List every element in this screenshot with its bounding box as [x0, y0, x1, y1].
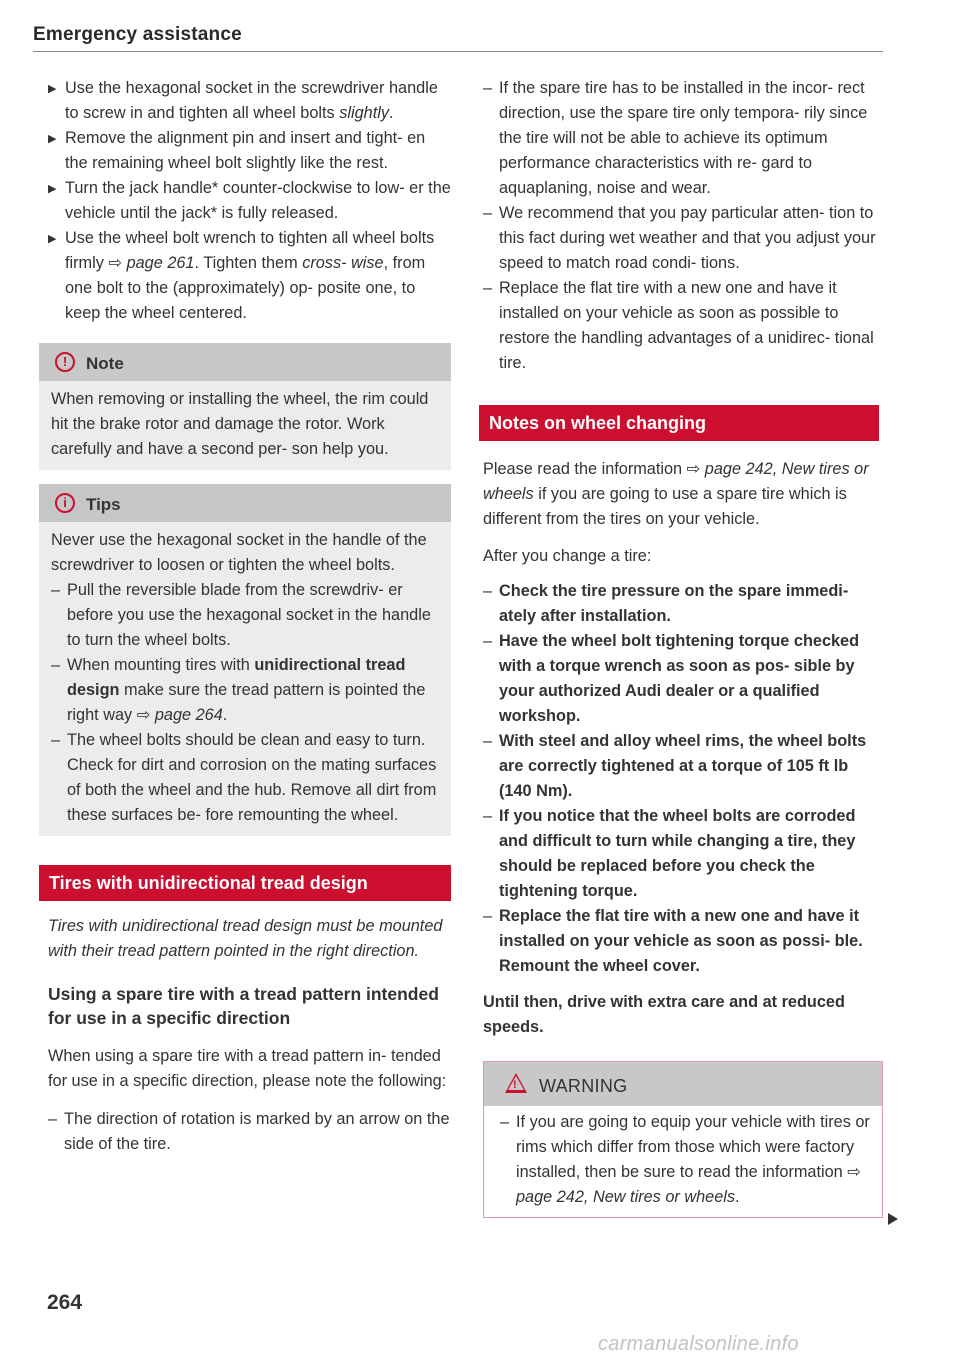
section-header: Emergency assistance: [33, 24, 242, 45]
dash-bullet: –: [483, 632, 493, 650]
tips-intro: Never use the hexagonal socket in the handle of the screwdriver to loosen or tighten the wheel bolts.: [51, 531, 427, 574]
triangle-bullet-icon: ▶: [48, 133, 57, 145]
warning-exclamation: !: [513, 1079, 517, 1091]
tips-item: [51, 653, 439, 728]
text-run: If you notice that the wheel bolts are corroded and difficult to turn while changing a tire, they should be replaced before you check the tightening torque.: [499, 807, 856, 900]
warning-box: [483, 1061, 883, 1218]
until-then-text: Until then, drive with extra care and at reduced speeds.: [483, 993, 845, 1036]
text-run: make sure the tread pattern is pointed the right way: [67, 681, 426, 724]
text-run: Remove the alignment pin and insert and tight- en the remaining wheel bolt slightly like the rest.: [65, 129, 426, 172]
text-run: Have the wheel bolt tightening torque checked with a torque wrench as soon as pos- sible by your authorized Audi dealer or a qualified workshop.: [499, 632, 860, 725]
text-run: The wheel bolts should be clean and easy to turn. Check for dirt and corrosion on the mating surfaces of both the wheel and the hub. Remove all dirt from these surfaces be- fore remounting the wheel.: [67, 731, 437, 824]
checklist-item: [483, 579, 885, 629]
text-run: Use the hexagonal socket in the screwdriver handle to screw in and tighten all wheel bolts: [65, 79, 438, 122]
text-run: With steel and alloy wheel rims, the wheel bolts are correctly tightened at a torque of 105 ft lb (140 Nm).: [499, 732, 867, 800]
text-run: If the spare tire has to be installed in the incor- rect direction, use the spare tire only tempora- rily since the tire will not be able to achieve its optimum performance characteristics with re- gard to aquaplaning, noise and wear.: [499, 79, 868, 197]
after-change-text: After you change a tire:: [483, 547, 652, 565]
tips-header: [39, 484, 451, 522]
text-run: if you are going to use a spare tire which is different from the tires on your vehicle.: [483, 485, 847, 528]
dash-bullet: –: [483, 582, 493, 600]
tips-body: [39, 522, 451, 836]
checklist-item: [483, 904, 885, 979]
triangle-bullet-icon: ▶: [48, 183, 57, 195]
step-item: [48, 176, 452, 226]
spare-intro: When using a spare tire with a tread pattern in- tended for use in a specific direction, please note the following:: [48, 1047, 447, 1090]
dash-bullet: –: [483, 79, 493, 97]
text-run: ⇨ page 264: [136, 706, 223, 724]
dash-bullet: –: [483, 732, 493, 750]
triangle-bullet-icon: ▶: [48, 233, 57, 245]
dash-bullet: –: [483, 907, 493, 925]
right-column: [483, 76, 885, 1218]
text-run: .: [389, 104, 394, 122]
tips-item: [51, 578, 439, 653]
spare-item: [483, 76, 885, 201]
step-item: [48, 126, 452, 176]
text-run: .: [222, 706, 228, 724]
warning-item: [500, 1110, 870, 1210]
dash-bullet: –: [483, 204, 493, 222]
spare-item: [483, 276, 885, 376]
note-body: [39, 381, 451, 470]
text-run: slightly: [339, 104, 390, 122]
warning-body: [484, 1106, 882, 1217]
header-divider: [33, 51, 883, 52]
text-run: . Tighten them: [194, 254, 303, 272]
spare-item: [483, 201, 885, 276]
text-run: Please read the information: [483, 460, 687, 478]
checklist-item: [483, 729, 885, 804]
notes-heading: Notes on wheel changing: [479, 405, 879, 441]
note-header: [39, 343, 451, 381]
dash-bullet: –: [500, 1113, 510, 1131]
step-item: [48, 76, 452, 126]
watermark: carmanualsonline.info: [598, 1333, 799, 1355]
step-list: [48, 76, 452, 326]
dash-bullet: –: [48, 1110, 58, 1128]
text-run: When mounting tires with: [67, 656, 255, 674]
dash-bullet: –: [483, 807, 493, 825]
text-run: The direction of rotation is marked by an arrow on the side of the tire.: [64, 1110, 450, 1153]
dash-bullet: –: [51, 656, 61, 674]
text-run: Use the wheel bolt wrench to tighten all wheel bolts firmly: [65, 229, 435, 272]
tips-box: [39, 484, 451, 836]
dash-bullet: –: [483, 279, 493, 297]
page-number: 264: [47, 1291, 83, 1314]
text-run: ⇨ page 242, New tires or wheels: [516, 1163, 861, 1206]
text-run: ⇨ page 261: [108, 254, 195, 272]
spare-list-continued: [483, 76, 885, 376]
tips-item: [51, 728, 439, 828]
tips-list: [51, 578, 439, 828]
warning-title: WARNING: [539, 1076, 628, 1096]
continue-arrow-icon: [888, 1213, 898, 1225]
note-box: [39, 343, 451, 470]
tires-heading: Tires with unidirectional tread design: [39, 865, 451, 901]
text-run: Replace the flat tire with a new one and have it installed on your vehicle as soon as possible to restore the handling advantages of a unidirec- tional tire.: [499, 279, 874, 372]
step-item: [48, 226, 452, 326]
warning-header: [484, 1062, 882, 1106]
text-run: unidirectional tread design: [67, 656, 406, 699]
tips-title: Tips: [86, 495, 121, 514]
checklist-item: [483, 629, 885, 729]
tires-intro: Tires with unidirectional tread design must be mounted with their tread pattern pointed in the right direction.: [48, 917, 443, 960]
notes-intro: [483, 457, 885, 532]
spare-item: [48, 1107, 452, 1157]
checklist-item: [483, 804, 885, 904]
spare-heading: Using a spare tire with a tread pattern intended for use in a specific direction: [48, 984, 439, 1028]
text-run: Check the tire pressure on the spare immedi- ately after installation.: [499, 582, 849, 625]
checklist: [483, 579, 885, 979]
text-run: Replace the flat tire with a new one and have it installed on your vehicle as soon as possi- ble. Remount the wheel cover.: [499, 907, 863, 975]
text-run: ⇨ page 242, New tires or wheels: [483, 460, 869, 503]
exclamation-circle-icon: !: [55, 352, 75, 372]
dash-bullet: –: [51, 731, 61, 749]
info-circle-icon: i: [55, 493, 75, 513]
spare-list: [48, 1107, 452, 1157]
note-text: When removing or installing the wheel, the rim could hit the brake rotor and damage the rotor. Work carefully and have a second per- son help you.: [51, 390, 429, 458]
dash-bullet: –: [51, 581, 61, 599]
text-run: , from one bolt to the (approximately) op- posite one, to keep the wheel centered.: [65, 254, 426, 322]
text-run: We recommend that you pay particular atten- tion to this fact during wet weather and that you adjust your speed to match road condi- tions.: [499, 204, 876, 272]
triangle-bullet-icon: ▶: [48, 83, 57, 95]
left-column: [48, 76, 452, 1157]
note-title: Note: [86, 354, 124, 373]
text-run: .: [735, 1188, 740, 1206]
text-run: If you are going to equip your vehicle with tires or rims which differ from those which were factory installed, then be sure to read the information: [516, 1113, 870, 1181]
text-run: Pull the reversible blade from the screwdriv- er before you use the hexagonal socket in the handle to turn the wheel bolts.: [67, 581, 431, 649]
text-run: cross- wise: [302, 254, 384, 272]
text-run: Turn the jack handle* counter-clockwise to low- er the vehicle until the jack* is fully released.: [65, 179, 451, 222]
